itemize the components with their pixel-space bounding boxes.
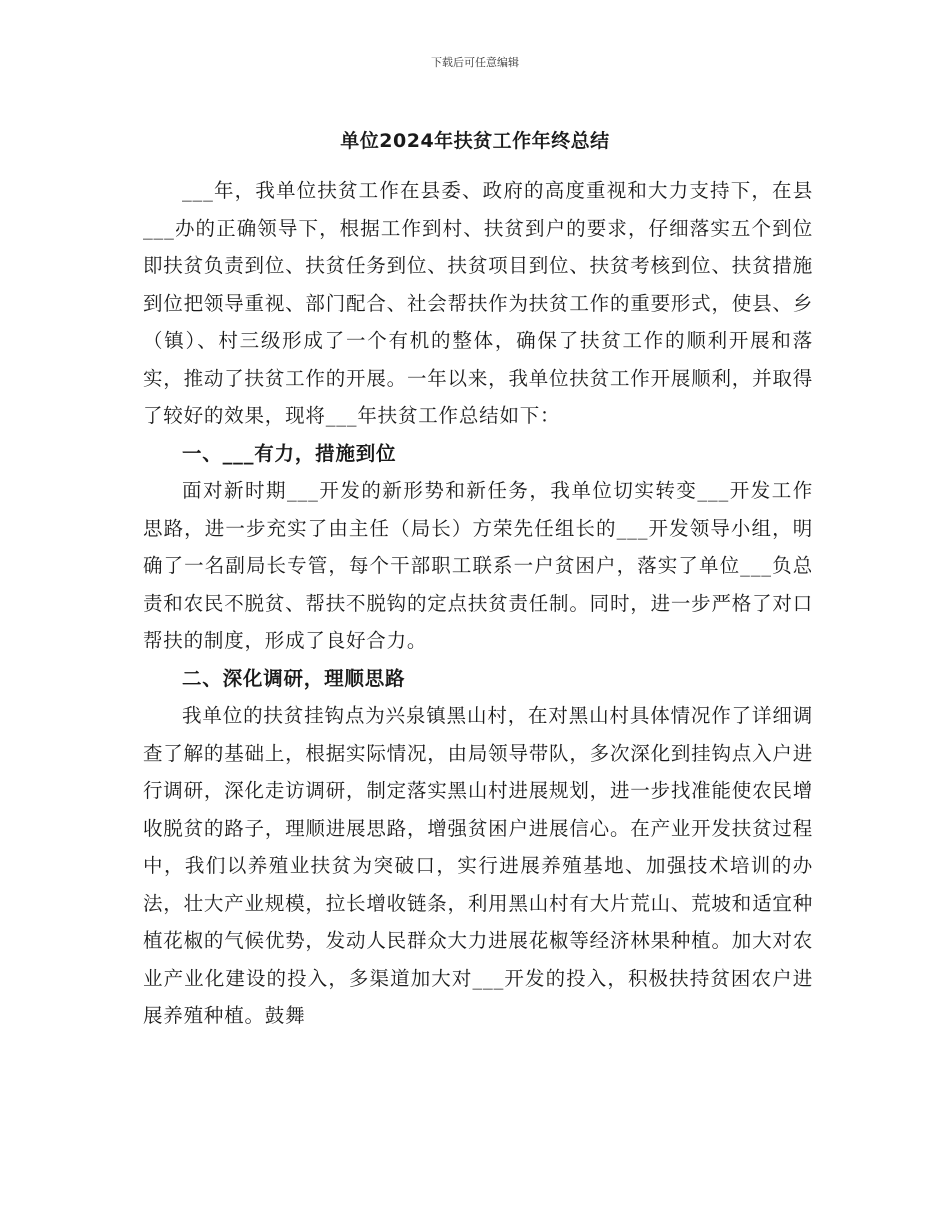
section-paragraph-1: 面对新时期___开发的新形势和新任务，我单位切实转变___开发工作思路，进一步充实了由主任（局长）方荣先任组长的___开发领导小组，明确了一名副局长专管，每个干部职工联系一户贫困户，落实了单位___负总责和农民不脱贫、帮扶不脱钩的定点扶贫责任制。同时，进一步严格了对口帮扶的制度，形成了良好合力。 bbox=[143, 479, 813, 652]
document-body bbox=[143, 172, 813, 1035]
document-title: 单位2024年扶贫工作年终总结 bbox=[340, 130, 610, 152]
section-heading-2: 二、深化调研，理顺思路 bbox=[182, 666, 406, 690]
header-note: 下载后可任意编辑 bbox=[431, 56, 519, 69]
section-paragraph-2: 我单位的扶贫挂钩点为兴泉镇黑山村，在对黑山村具体情况作了详细调查了解的基础上，根据实际情况，由局领导带队，多次深化到挂钩点入户进行调研，深化走访调研，制定落实黑山村进展规划，进一步找准能使农民增收脱贫的路子，理顺进展思路，增强贫困户进展信心。在产业开发扶贫过程中，我们以养殖业扶贫为突破口，实行进展养殖基地、加强技术培训的办法，壮大产业规模，拉长增收链条，利用黑山村有大片荒山、荒坡和适宜种植花椒的气候优势，发动人民群众大力进展花椒等经济林果种植。加大对农业产业化建设的投入，多渠道加大对___开发的投入，积极扶持贫困农户进展养殖种植。鼓舞 bbox=[143, 704, 813, 1027]
intro-paragraph: ___年，我单位扶贫工作在县委、政府的高度重视和大力支持下，在县___办的正确领导下，根据工作到村、扶贫到户的要求，仔细落实五个到位即扶贫负责到位、扶贫任务到位、扶贫项目到位、扶贫考核到位、扶贫措施到位把领导重视、部门配合、社会帮扶作为扶贫工作的重要形式，使县、乡（镇）、村三级形成了一个有机的整体，确保了扶贫工作的顺利开展和落实，推动了扶贫工作的开展。一年以来，我单位扶贫工作开展顺利，并取得了较好的效果，现将___年扶贫工作总结如下： bbox=[143, 179, 813, 427]
section-heading-1: 一、___有力，措施到位 bbox=[182, 441, 397, 465]
